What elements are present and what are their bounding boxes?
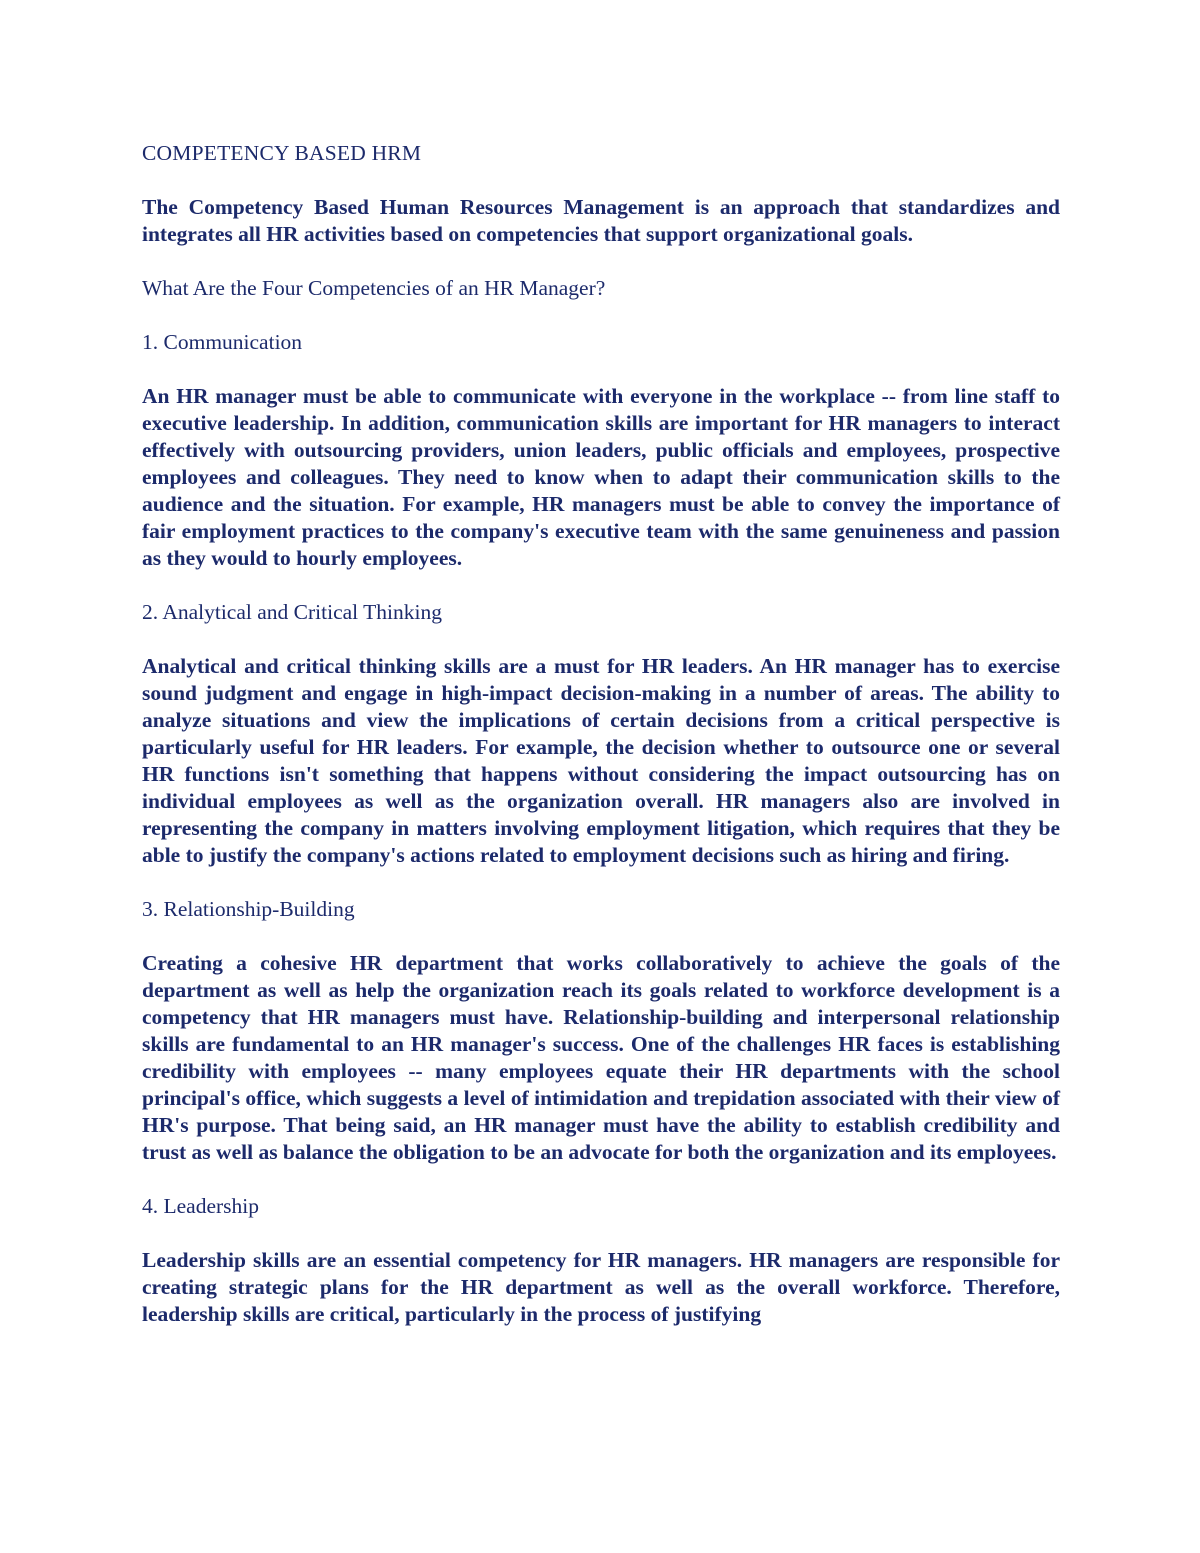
section-body-leadership: Leadership skills are an essential competency for HR managers. HR managers are responsible for creating strategic plans for the HR department as well as the overall workforce. Therefore, leadership skills are critical, particularly in the process of justifying <box>142 1248 1060 1326</box>
document-body <box>142 140 1060 1355</box>
question-heading: What Are the Four Competencies of an HR Manager? <box>142 276 606 300</box>
section-heading-relationship: 3. Relationship-Building <box>142 897 355 921</box>
section-body-analytical: Analytical and critical thinking skills are a must for HR leaders. An HR manager has to exercise sound judgment and engage in high-impact decision-making in a number of areas. The ability to analyze situations and view the implications of certain decisions from a critical perspective is particularly useful for HR leaders. For example, the decision whether to outsource one or several HR functions isn't something that happens without considering the impact outsourcing has on individual employees as well as the organization overall. HR managers also are involved in representing the company in matters involving employment litigation, which requires that they be able to justify the company's actions related to employment decisions such as hiring and firing. <box>142 654 1060 867</box>
section-heading-communication: 1. Communication <box>142 330 303 354</box>
section-heading-leadership: 4. Leadership <box>142 1194 260 1218</box>
intro-paragraph: The Competency Based Human Resources Management is an approach that standardizes and integrates all HR activities based on competencies that support organizational goals. <box>142 195 1060 246</box>
section-body-relationship: Creating a cohesive HR department that works collaboratively to achieve the goals of the department as well as help the organization reach its goals related to workforce development is a competency that HR managers must have. Relationship-building and interpersonal relationship skills are fundamental to an HR manager's success. One of the challenges HR faces is establishing credibility with employees -- many employees equate their HR departments with the school principal's office, which suggests a level of intimidation and trepidation associated with their view of HR's purpose. That being said, an HR manager must have the ability to establish credibility and trust as well as balance the obligation to be an advocate for both the organization and its employees. <box>142 951 1060 1164</box>
section-body-communication: An HR manager must be able to communicate with everyone in the workplace -- from line staff to executive leadership. In addition, communication skills are important for HR managers to interact effectively with outsourcing providers, union leaders, public officials and employees, prospective employees and colleagues. They need to know when to adapt their communication skills to the audience and the situation. For example, HR managers must be able to convey the importance of fair employment practices to the company's executive team with the same genuineness and passion as they would to hourly employees. <box>142 384 1060 570</box>
document-title: COMPETENCY BASED HRM <box>142 141 422 165</box>
section-heading-analytical: 2. Analytical and Critical Thinking <box>142 600 442 624</box>
